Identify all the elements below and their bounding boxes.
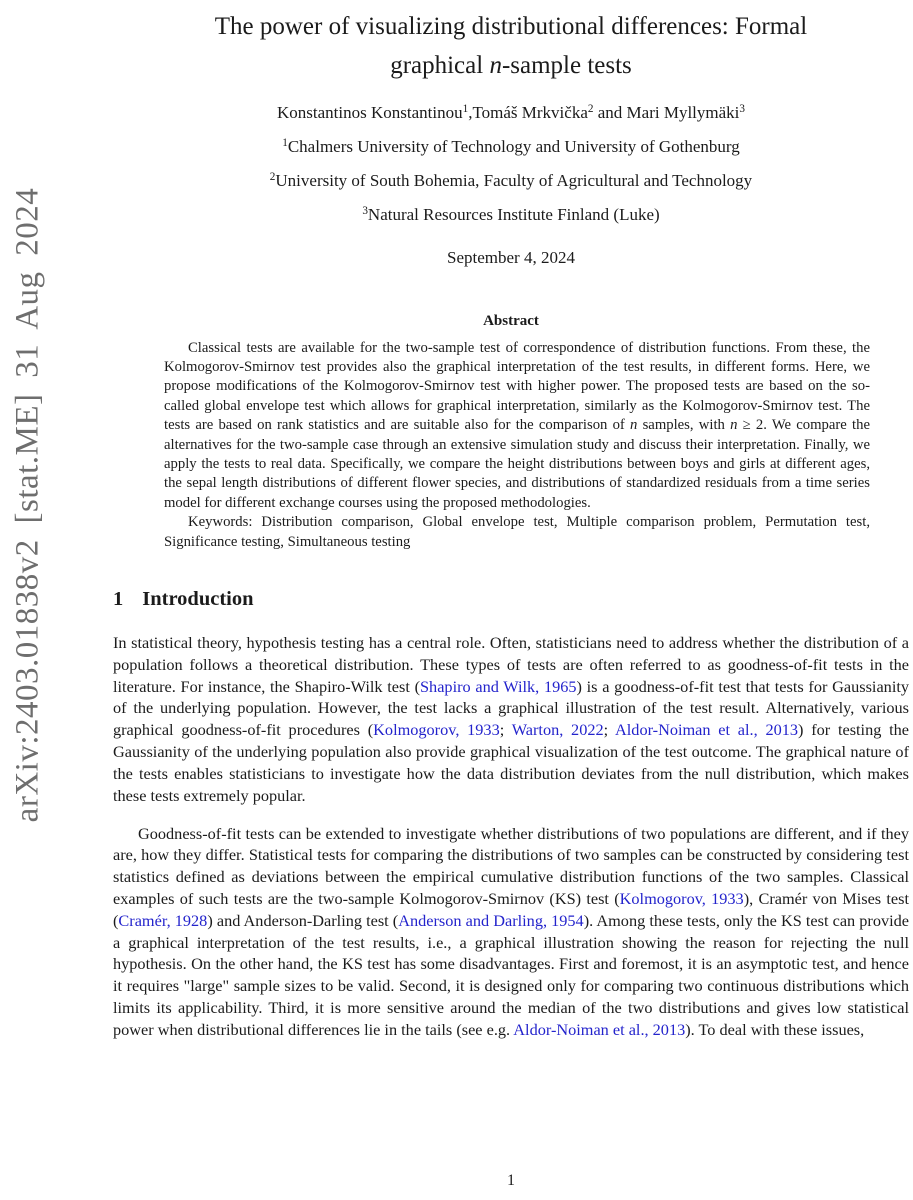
text-segment: Chalmers University of Technology and University of Gothenburg: [287, 136, 740, 156]
text-segment: n: [630, 417, 638, 434]
affiliation-line-1: [113, 137, 909, 157]
body-paragraph-1: [113, 632, 909, 806]
section-title: Introduction: [142, 587, 254, 610]
text-segment: University of South Bohemia, Faculty of Agricultural and Technology: [275, 170, 753, 190]
arxiv-watermark: arXiv:2403.01838v2 [stat.ME] 31 Aug 2024: [9, 187, 46, 823]
text-segment: ;: [499, 720, 512, 740]
text-segment: Natural Resources Institute Finland (Luke): [367, 204, 660, 224]
section-heading: [113, 588, 909, 611]
body-paragraph-2: [113, 823, 909, 1041]
text-segment: ) is a goodness-of-fit test that tests for Gaussianity of the underlying population. However, the test lacks a graphical illustration of the test result. Alternatively, various graphical goodness-of-fit procedures (: [113, 676, 910, 740]
text-segment: Konstantinos Konstantinou: [276, 102, 463, 122]
text-segment: samples, with: [637, 417, 731, 434]
citation-link[interactable]: Kolmogorov, 1933: [373, 720, 500, 740]
text-segment: ;: [603, 720, 616, 740]
citation-link[interactable]: Kolmogorov, 1933: [619, 889, 744, 909]
authors-line: [113, 103, 909, 123]
text-segment: 3: [739, 103, 745, 116]
text-segment: graphical: [390, 51, 490, 79]
paper-content: [113, 0, 909, 1057]
text-segment: ), Cramér von Mises test (: [113, 889, 910, 930]
text-segment: -sample tests: [501, 51, 632, 79]
citation-link[interactable]: Anderson and Darling, 1954: [398, 910, 584, 930]
text-segment: ) and Anderson-Darling test (: [207, 910, 399, 930]
text-segment: Keywords: Distribution comparison, Global envelope test, Multiple comparison problem, Permutation test, Significance testing, Simultaneous testing: [164, 514, 870, 550]
text-segment: ). To deal with these issues,: [685, 1019, 865, 1039]
citation-link[interactable]: Shapiro and Wilk, 1965: [420, 676, 577, 696]
citation-link[interactable]: Aldor-Noiman et al., 2013: [615, 720, 799, 740]
text-segment: and Mari Myllymäki: [593, 102, 740, 122]
text-segment: ≥ 2. We compare the alternatives for the two-sample case through an extensive simulation study and discuss their interpretation. Finally, we apply the tests to real data. Specifically, we compare the height distributions between boys and girls at different ages, the sepal length distributions of different flower species, and distributions of standardized residuals from a time series model for different exchange courses using the proposed methodologies.: [164, 417, 870, 511]
abstract-text: [164, 339, 870, 514]
text-segment: 2: [587, 103, 594, 116]
paper-title: [113, 8, 909, 86]
citation-link[interactable]: Warton, 2022: [511, 720, 604, 740]
text-segment: 1: [282, 137, 288, 150]
text-segment: In statistical theory, hypothesis testing has a central role. Often, statisticians need to address whether the distribution of a population follows a theoretical distribution. These types of tests are often referred to as goodness-of-fit tests in the literature. For instance, the Shapiro-Wilk test (: [113, 632, 909, 696]
text-segment: n: [730, 417, 738, 434]
text-segment: ) for testing the Gaussianity of the underlying population also provide graphical visualization of the test outcome. The graphical nature of the tests enables statisticians to investigate how the data distribution deviates from the null distribution, which makes these tests extremely popular.: [113, 720, 910, 805]
affiliation-line-3: [113, 205, 909, 225]
text-segment: 2: [269, 171, 276, 184]
affiliation-line-2: [113, 171, 909, 191]
text-segment: 3: [362, 205, 368, 218]
text-segment: n: [489, 51, 502, 79]
text-segment: Classical tests are available for the two-sample test of correspondence of distribution functions. From these, the Kolmogorov-Smirnov test provides also the graphical interpretation of the test results, in different forms. Here, we propose modifications of the Kolmogorov-Smirnov test with higher power. The proposed tests are based on the so-called global envelope test which allows for graphical interpretation, similarly as the Kolmogorov-Smirnov test. The tests are based on rank statistics and are suitable also for the comparison of: [164, 339, 870, 434]
abstract-heading: Abstract: [483, 312, 539, 329]
submission-date: September 4, 2024: [447, 247, 575, 267]
section-number: 1: [113, 587, 124, 610]
citation-link[interactable]: Aldor-Noiman et al., 2013: [513, 1019, 686, 1039]
page-number: 1: [507, 1172, 515, 1189]
keywords-text: [164, 513, 870, 552]
text-segment: ). Among these tests, only the KS test can provide a graphical interpretation of the test results, i.e., a graphical illustration showing the reason for rejecting the null hypothesis. On the other hand, the KS test has some disadvantages. First and foremost, it is an asymptotic test, and hence it requires "large" sample sizes to be valid. Second, it is designed only for comparing two continuous distributions which limits its applicability. Third, it is more sensitive around the median of the two distributions and gives low statistical power when distributional differences lie in the tails (see e.g.: [113, 910, 910, 1039]
citation-link[interactable]: Cramér, 1928: [118, 910, 208, 930]
text-segment: 1: [462, 103, 469, 116]
text-segment: ,Tomáš Mrkvička: [468, 102, 588, 122]
text-segment: The power of visualizing distributional differences: Formal: [214, 13, 808, 40]
text-segment: Goodness-of-fit tests can be extended to investigate whether distributions of two populations are different, and if they are, how they differ. Statistical tests for comparing the distributions of two samples can be constructed by considering test statistics defined as deviations between the empirical cumulative distribution functions of the two samples. Classical examples of such tests are the two-sample Kolmogorov-Smirnov (KS) test (: [113, 823, 909, 909]
